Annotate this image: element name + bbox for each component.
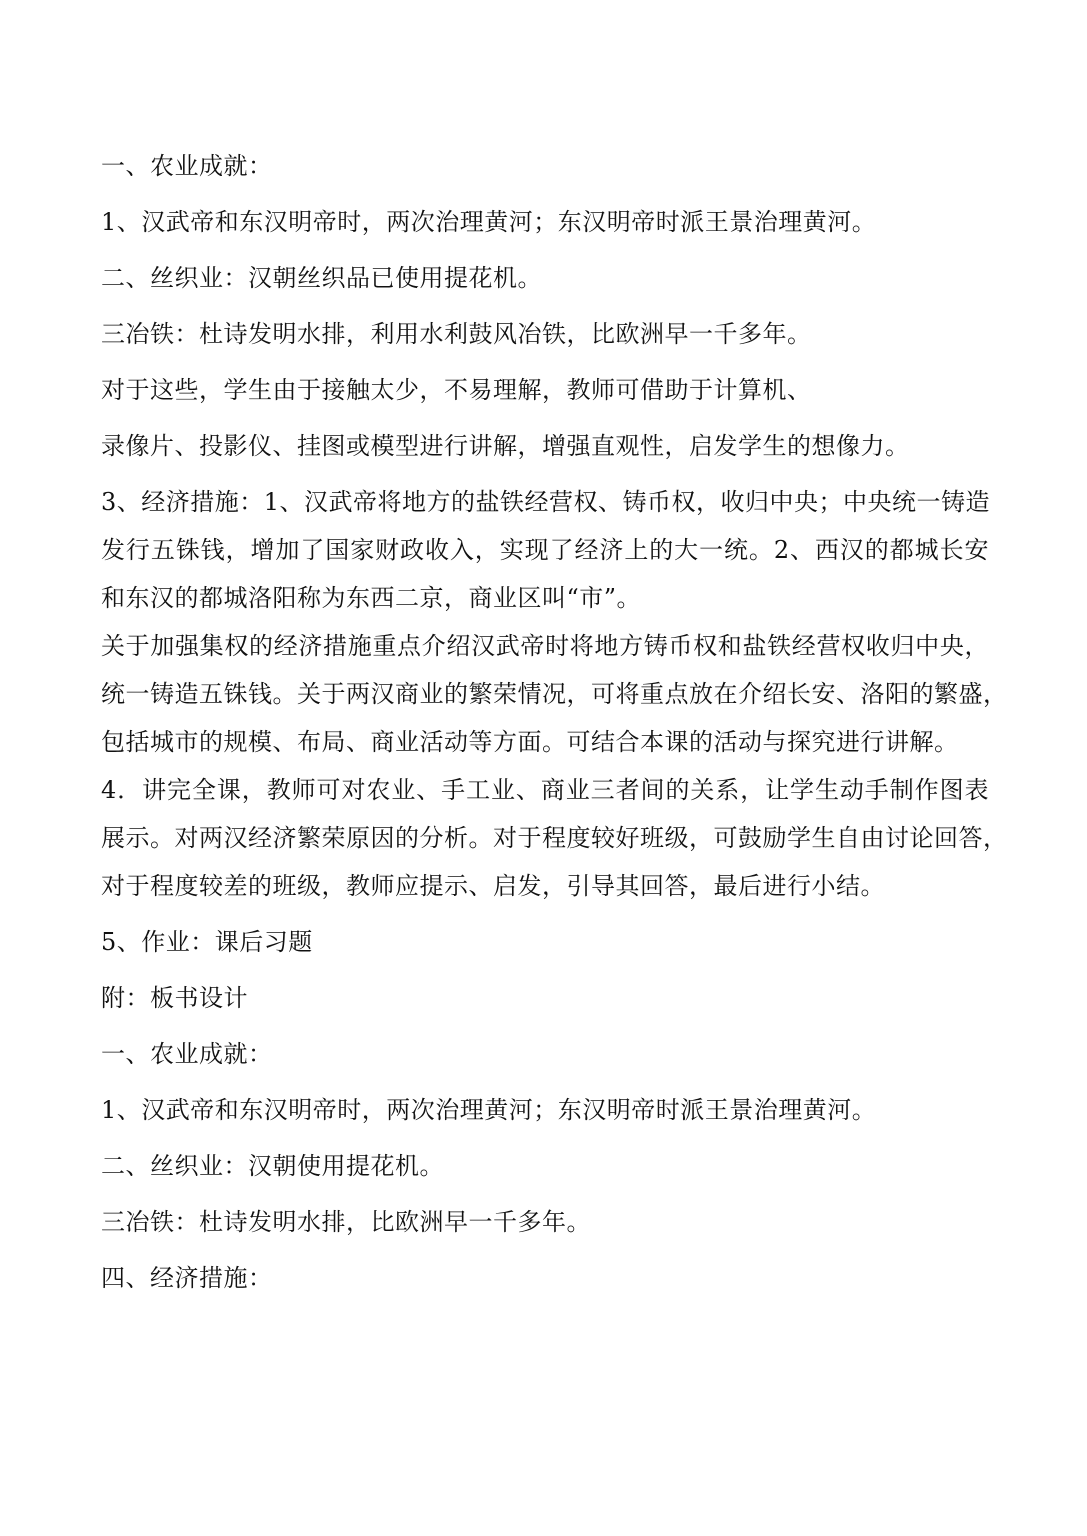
text-line: 包括城市的规模、布局、商业活动等方面。可结合本课的活动与探究进行讲解。 [101, 728, 959, 756]
text-line: 1、汉武帝和东汉明帝时，两次治理黄河；东汉明帝时派王景治理黄河。 [101, 208, 877, 236]
text-line: 和东汉的都城洛阳称为东西二京，商业区叫“市”。 [101, 584, 642, 612]
heading-iron: 三冶铁：杜诗发明水排，利用水利鼓风冶铁，比欧洲早一千多年。 [101, 320, 812, 348]
text-line: 关于加强集权的经济措施重点介绍汉武帝时将地方铸币权和盐铁经营权收归中央， [101, 632, 989, 660]
text-line: 录像片、投影仪、挂图或模型进行讲解，增强直观性，启发学生的想像力。 [101, 432, 910, 460]
heading-agriculture: 一、农业成就： [101, 1040, 273, 1068]
text-line: 展示。对两汉经济繁荣原因的分析。对于程度较好班级，可鼓励学生自由讨论回答， [101, 824, 1008, 852]
document-page [101, 140, 1008, 1292]
text-line: 统一铸造五铢钱。关于两汉商业的繁荣情况，可将重点放在介绍长安、洛阳的繁盛， [101, 680, 1008, 708]
text-line: 4．讲完全课，教师可对农业、手工业、商业三者间的关系，让学生动手制作图表 [101, 776, 989, 804]
heading-silk: 二、丝织业：汉朝使用提花机。 [101, 1152, 444, 1180]
board-design-heading: 附：板书设计 [101, 984, 248, 1012]
heading-iron: 三冶铁：杜诗发明水排，比欧洲早一千多年。 [101, 1208, 591, 1236]
text-line: 对于这些，学生由于接触太少，不易理解，教师可借助于计算机、 [101, 376, 812, 404]
text-line: 3、经济措施：1、汉武帝将地方的盐铁经营权、铸币权，收归中央；中央统一铸造 [101, 488, 991, 516]
heading-agriculture: 一、农业成就： [101, 152, 273, 180]
text-line: 发行五铢钱，增加了国家财政收入，实现了经济上的大一统。2、西汉的都城长安 [101, 536, 989, 564]
text-line: 1、汉武帝和东汉明帝时，两次治理黄河；东汉明帝时派王景治理黄河。 [101, 1096, 877, 1124]
text-line: 对于程度较差的班级，教师应提示、启发，引导其回答，最后进行小结。 [101, 872, 885, 900]
homework-line: 5、作业：课后习题 [101, 928, 313, 956]
heading-silk: 二、丝织业：汉朝丝织品已使用提花机。 [101, 264, 542, 292]
heading-economic-measures: 四、经济措施： [101, 1264, 273, 1292]
